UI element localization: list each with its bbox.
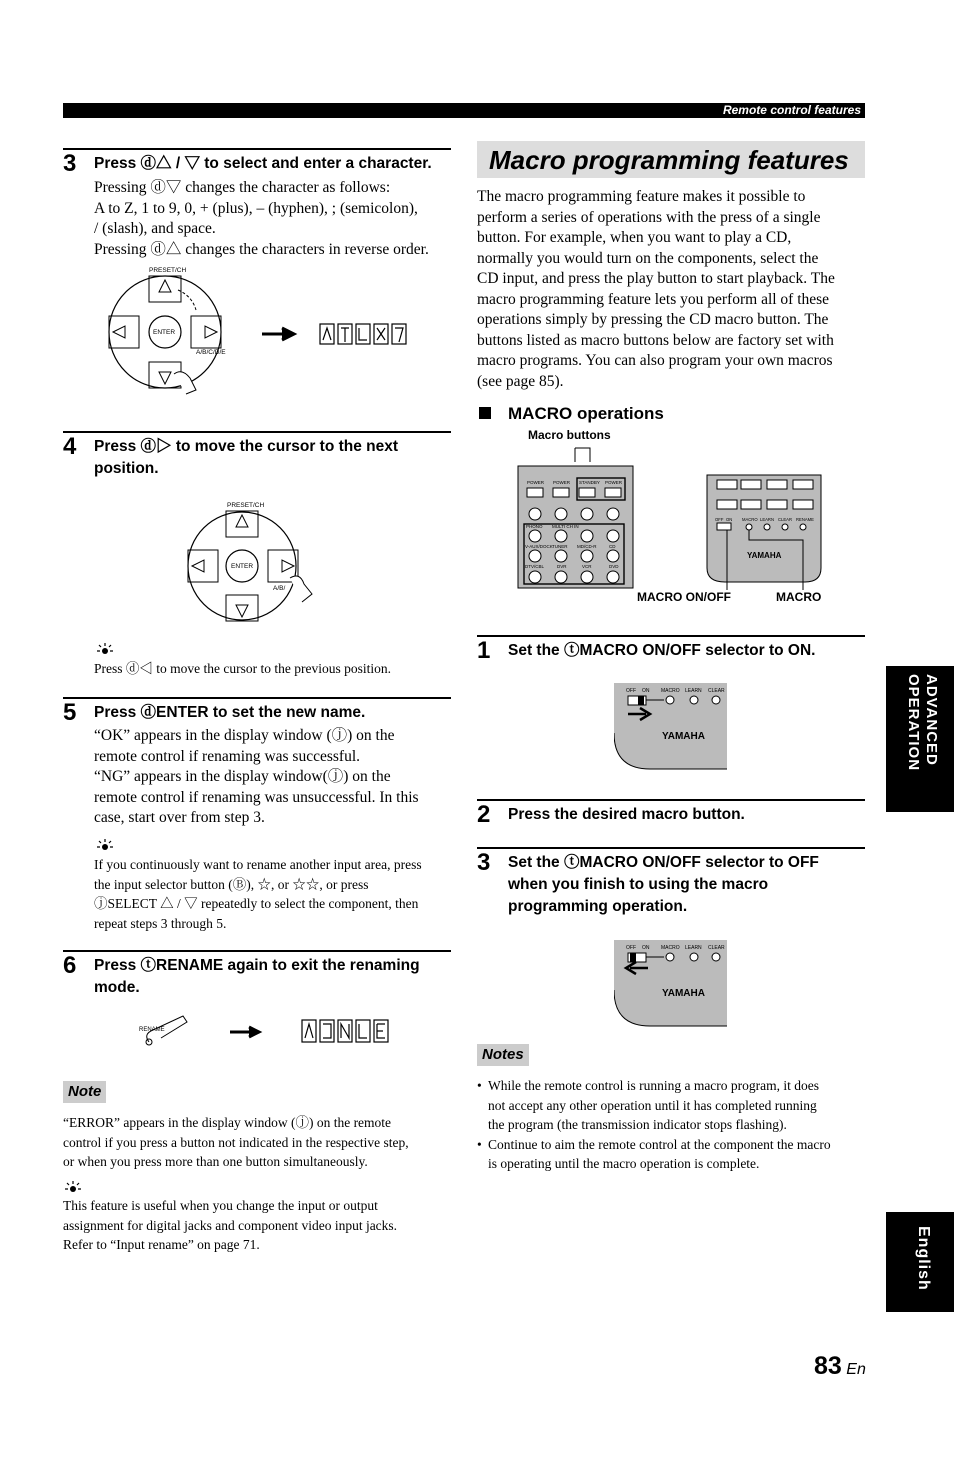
- enter-label: ENTER: [231, 563, 254, 570]
- step-divider: [477, 635, 865, 637]
- yamaha-logo: YAMAHA: [662, 988, 705, 999]
- text-line: “NG” appears in the display window(ⓙ) on the: [94, 768, 391, 785]
- remote-label: MULTI CH IN: [552, 524, 579, 529]
- switch-label: RENAME: [796, 517, 814, 522]
- text-line: macro programming feature lets you perform all of these: [477, 290, 830, 308]
- text-line: normally you would turn on the components, select the: [477, 249, 819, 267]
- text-line: remote control if renaming was unsuccessful. In this: [94, 788, 419, 806]
- advanced-operation-tab[interactable]: [886, 666, 954, 812]
- text-line: operations simply by pressing the CD macro button. The: [477, 311, 829, 328]
- remote-label: POWER: [527, 480, 545, 485]
- text-line: “OK” appears in the display window (ⓙ) on the: [94, 727, 395, 744]
- step-divider: [63, 148, 451, 150]
- heading-line: position.: [94, 460, 159, 477]
- tip-icon: [96, 642, 114, 656]
- step-heading: [94, 436, 398, 480]
- preset-label: PRESET/CH: [227, 502, 265, 509]
- remote-label: V-AUX/DOCK: [525, 544, 553, 549]
- preset-label: PRESET/CH: [149, 267, 187, 274]
- tip-icon: [64, 1180, 82, 1194]
- text-line: Pressing ⓓ▽ changes the character as follows:: [94, 179, 391, 196]
- remote-label: STANDBY: [579, 480, 600, 485]
- text-line: macro programs. You can also program your own macros: [477, 352, 833, 369]
- step-heading: Press the desired macro button.: [508, 806, 745, 823]
- macro-label: MACRO: [776, 590, 822, 604]
- tip-text: [94, 855, 454, 933]
- heading-line: Press ⓣRENAME again to exit the renaming: [94, 957, 420, 974]
- text-line: case, start over from step 3.: [94, 809, 265, 826]
- remote-label: PHONO: [526, 524, 543, 529]
- macro-buttons-label: Macro buttons: [528, 428, 611, 442]
- text-line: This feature is useful when you change the input or output: [63, 1198, 378, 1213]
- step-heading: Press ⓓENTER to set the new name.: [94, 704, 366, 721]
- list-item: • Continue to aim the remote control at the component the macro is operating until the macro operation is complete.: [477, 1135, 867, 1174]
- note-label: Note: [63, 1081, 106, 1103]
- step-divider: [477, 847, 865, 849]
- step-number: 3: [477, 849, 491, 876]
- text-line: remote control if renaming was successful.: [94, 747, 360, 765]
- remote-label: DVD: [609, 564, 619, 569]
- remote-label: VCR: [582, 564, 592, 569]
- intro-paragraph: [477, 187, 867, 392]
- step-number: 6: [63, 952, 77, 979]
- text-line: The macro programming feature makes it possible to: [477, 188, 806, 205]
- remote-label: TUNER: [552, 544, 568, 549]
- text-line: perform a series of operations with the press of a single: [477, 208, 821, 226]
- heading-line: Press ⓓ▷ to move the cursor to the next: [94, 438, 399, 455]
- macro-label: MACRO: [661, 945, 680, 951]
- switch-label: MACRO: [742, 517, 758, 522]
- text-line: not accept any other operation until it has completed running: [488, 1097, 817, 1113]
- step-body: [94, 726, 454, 829]
- off-label: OFF: [626, 945, 636, 951]
- step-heading: [508, 852, 819, 918]
- text-line: If you continuously want to rename another input area, press: [94, 857, 422, 872]
- page-number: [814, 1352, 866, 1381]
- text-line: (see page 85).: [477, 372, 564, 390]
- learn-label: LEARN: [685, 688, 702, 694]
- text-line: buttons listed as macro buttons below are factory set with: [477, 331, 834, 349]
- text-line: ⓙSELECT △ / ▽ repeatedly to select the component, then: [94, 896, 419, 911]
- step-number: 5: [63, 699, 77, 726]
- tip-text: [63, 1196, 453, 1255]
- page-title: Macro programming features: [489, 145, 849, 175]
- text-line: A to Z, 1 to 9, 0, + (plus), – (hyphen), ; (semicolon),: [94, 199, 418, 217]
- step-heading: Set the ⓣMACRO ON/OFF selector to ON.: [508, 642, 816, 659]
- text-line: Pressing ⓓ△ changes the characters in reverse order.: [94, 240, 429, 258]
- abc-label: A/B/C/D/E: [196, 349, 226, 356]
- text-line: the program (the transmission indicator stops flashing).: [488, 1117, 787, 1132]
- step-number: 4: [63, 433, 77, 460]
- learn-label: LEARN: [685, 945, 702, 951]
- text-line: control if you press a button not indicated in the respective step,: [63, 1134, 409, 1150]
- text-line: is operating until the macro operation is complete.: [488, 1156, 760, 1171]
- clear-label: CLEAR: [708, 945, 725, 951]
- macro-switch-on-figure: [614, 683, 729, 771]
- macro-onoff-label: MACRO ON/OFF: [637, 590, 731, 604]
- bullet-square-icon: [479, 407, 491, 419]
- text-line: repeat steps 3 through 5.: [94, 915, 227, 931]
- text-line: “ERROR” appears in the display window (ⓙ) on the remote: [63, 1115, 392, 1130]
- text-line: Refer to “Input rename” on page 71.: [63, 1237, 260, 1252]
- yamaha-logo: YAMAHA: [747, 551, 782, 560]
- heading-line: programming operation.: [508, 898, 688, 915]
- step-heading: [94, 955, 420, 999]
- text-line: assignment for digital jacks and component video input jacks.: [63, 1217, 398, 1233]
- heading-line: when you finish to using the macro: [508, 876, 769, 893]
- remote-label: DVR: [557, 564, 567, 569]
- step-number: 2: [477, 801, 491, 828]
- remote-figure: [515, 440, 855, 592]
- remote-label: POWER: [553, 480, 571, 485]
- section-title: Remote control features: [722, 103, 861, 117]
- remote-label: MD/CD-R: [577, 544, 597, 549]
- rename-figure: [135, 1010, 395, 1050]
- macro-label: MACRO: [661, 688, 680, 694]
- text-line: button. For example, when you want to play a CD,: [477, 229, 792, 246]
- step-divider: [63, 697, 451, 699]
- step-divider: [477, 799, 865, 801]
- clear-label: CLEAR: [708, 688, 725, 694]
- macro-switch-off-figure: [614, 940, 729, 1028]
- switch-label: CLEAR: [778, 517, 792, 522]
- step-divider: [63, 950, 451, 952]
- heading-line: Set the ⓣMACRO ON/OFF selector to OFF: [508, 854, 819, 871]
- tab-label: OPERATION: [905, 674, 922, 772]
- step-divider: [63, 431, 451, 433]
- list-item: • While the remote control is running a macro program, it does not accept any other operation until it has completed running the program (the transmission indicator stops flashing).: [477, 1076, 867, 1135]
- tab-label: English: [915, 1226, 932, 1291]
- rename-label: RENAME: [139, 1027, 165, 1033]
- page-number-value: 83: [814, 1352, 842, 1380]
- switch-label: LEARN: [760, 517, 774, 522]
- tab-label: ADVANCED: [923, 674, 940, 766]
- text-line: or when you press more than one button simultaneously.: [63, 1154, 368, 1169]
- abc-label: A/B/: [273, 585, 286, 592]
- remote-label: DTV/CBL: [525, 564, 545, 569]
- notes-list: [477, 1076, 867, 1174]
- cursor-pad-figure: [100, 262, 430, 402]
- text-line: While the remote control is running a macro program, it does: [488, 1078, 820, 1093]
- step-number: 3: [63, 150, 77, 177]
- remote-label: CD: [609, 544, 616, 549]
- remote-label: POWER: [605, 480, 623, 485]
- page-lang: En: [846, 1361, 866, 1378]
- note-text: [63, 1113, 453, 1172]
- off-label: OFF: [626, 688, 636, 694]
- text-line: / (slash), and space.: [94, 220, 216, 237]
- text-line: CD input, and press the play button to start playback. The: [477, 270, 835, 287]
- on-label: ON: [642, 688, 650, 694]
- header-bar: [63, 103, 865, 118]
- enter-label: ENTER: [153, 329, 176, 336]
- step-heading: Press ⓓ△ / ▽ to select and enter a character.: [94, 155, 432, 172]
- yamaha-logo: YAMAHA: [662, 731, 705, 742]
- on-label: ON: [642, 945, 650, 951]
- switch-label: OFF: [715, 517, 724, 522]
- text-line: the input selector button (Ⓑ), ☆, or ☆☆, or press: [94, 876, 369, 892]
- cursor-pad-figure: [180, 498, 320, 628]
- subsection-heading: MACRO operations: [508, 404, 664, 423]
- tip-icon: [96, 838, 114, 852]
- text-line: Continue to aim the remote control at the component the macro: [488, 1136, 831, 1152]
- notes-label: Notes: [477, 1044, 529, 1066]
- switch-label: ON: [726, 517, 733, 522]
- tip-text: Press ⓓ◁ to move the cursor to the previous position.: [94, 661, 391, 676]
- english-tab[interactable]: [886, 1212, 954, 1312]
- heading-line: mode.: [94, 979, 140, 996]
- step-number: 1: [477, 637, 491, 664]
- section-title-box: [477, 141, 865, 178]
- step-body: [94, 178, 454, 260]
